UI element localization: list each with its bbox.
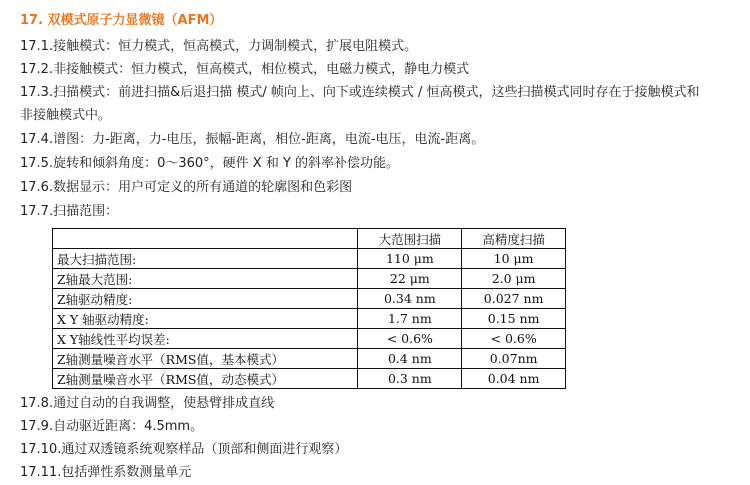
table-header-label [53, 229, 358, 249]
spec-item-17-7: 17.7.扫描范围： [20, 204, 119, 219]
spec-item-17-11: 17.11.包括弹性系数测量单元 [20, 465, 192, 480]
high-precision-value: 0.07nm [462, 349, 566, 369]
spec-item-17-3-cont: 非接触模式中。 [20, 108, 112, 123]
table-header-row [53, 229, 566, 249]
table-row [53, 269, 566, 289]
high-precision-value: < 0.6% [462, 329, 566, 349]
large-range-value: 22 μm [358, 269, 462, 289]
high-precision-value: 2.0 μm [462, 269, 566, 289]
spec-item-17-4: 17.4.谱图：力-距离，力-电压，振幅-距离，相位-距离，电流-电压，电流-距离。 [20, 132, 485, 147]
spec-item-17-10: 17.10.通过双透镜系统观察样品（顶部和侧面进行观察） [20, 442, 348, 457]
row-label: Z轴驱动精度: [53, 289, 358, 309]
row-label: X Y轴线性平均误差: [53, 329, 358, 349]
row-label: Z轴测量噪音水平（RMS值，动态模式） [53, 369, 358, 389]
table-row [53, 289, 566, 309]
table-row [53, 369, 566, 389]
large-range-value: 110 μm [358, 249, 462, 269]
table-row [53, 249, 566, 269]
row-label: 最大扫描范围: [53, 249, 358, 269]
large-range-value: 1.7 nm [358, 309, 462, 329]
row-label: X Y 轴驱动精度: [53, 309, 358, 329]
spec-item-17-1: 17.1.接触模式：恒力模式，恒高模式，力调制模式，扩展电阻模式。 [20, 39, 418, 54]
table-row [53, 349, 566, 369]
row-label: Z轴测量噪音水平（RMS值，基本模式） [53, 349, 358, 369]
spec-item-17-8: 17.8.通过自动的自我调整，使悬臂排成直线 [20, 396, 275, 411]
spec-item-17-3: 17.3.扫描模式：前进扫描&后退扫描 模式/ 帧向上、向下或连续模式 / 恒高模式，这些扫描模式同时存在于接触模式和 [20, 85, 700, 100]
table-header-large-range: 大范围扫描 [358, 229, 462, 249]
spec-item-17-2: 17.2.非接触模式：恒力模式，恒高模式，相位模式，电磁力模式，静电力模式 [20, 62, 470, 77]
table-header-high-precision: 高精度扫描 [462, 229, 566, 249]
high-precision-value: 10 μm [462, 249, 566, 269]
large-range-value: 0.34 nm [358, 289, 462, 309]
spec-item-17-6: 17.6.数据显示：用户可定义的所有通道的轮廓图和色彩图 [20, 180, 353, 195]
large-range-value: < 0.6% [358, 329, 462, 349]
table-row [53, 329, 566, 349]
large-range-value: 0.4 nm [358, 349, 462, 369]
high-precision-value: 0.027 nm [462, 289, 566, 309]
table-row [53, 309, 566, 329]
high-precision-value: 0.04 nm [462, 369, 566, 389]
high-precision-value: 0.15 nm [462, 309, 566, 329]
row-label: Z轴最大范围: [53, 269, 358, 289]
section-heading: 17. 双模式原子力显微镜（AFM） [20, 13, 223, 28]
spec-item-17-5: 17.5.旋转和倾斜角度：0～360°，硬件 X 和 Y 的斜率补偿功能。 [20, 156, 400, 171]
scan-range-table [52, 228, 566, 389]
large-range-value: 0.3 nm [358, 369, 462, 389]
spec-item-17-9: 17.9.自动驱近距离：4.5mm。 [20, 419, 204, 434]
